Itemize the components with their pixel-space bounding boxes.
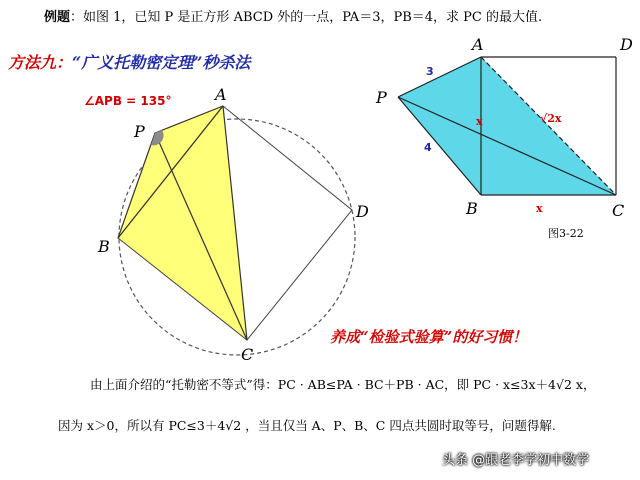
problem-prefix: 例题 — [44, 10, 71, 25]
right-label-a: A — [472, 35, 484, 54]
left-label-p: P — [134, 122, 145, 141]
problem-text: ：如图 1，已知 P 是正方形 ABCD 外的一点，PA＝3，PB＝4，求 PC 的最大值. — [70, 10, 543, 25]
right-label-c: C — [612, 201, 625, 220]
left-figure — [84, 85, 369, 364]
left-label-d: D — [356, 202, 369, 221]
conclusion-line: 因为 x＞0，所以有 PC≤3＋4√2 ，当且仅当 A、P、B、C 四点共圆时取等号，问题得解. — [58, 418, 556, 433]
right-figure — [375, 35, 633, 220]
inequality-line: 由上面介绍的“托勒密不等式”得：PC · AB≤PA · BC＋PB · AC，即 PC · x≤3x＋4√2 x， — [90, 377, 596, 392]
label-pa-length: 3 — [426, 65, 434, 78]
angle-apb-label: ∠APB = 135° — [84, 94, 172, 108]
left-label-a: A — [215, 85, 227, 104]
habit-banner: 养成“检验式验算”的好习惯！ — [330, 328, 528, 346]
method-title-part1: 方法九： — [8, 53, 73, 72]
right-label-p: P — [376, 88, 387, 107]
label-x-inner: x — [476, 115, 483, 128]
label-ac-length: √2x — [540, 112, 562, 125]
right-label-d: D — [620, 35, 633, 54]
watermark: 头条 @跟老李学初中数学 — [442, 453, 590, 468]
label-bc-length: x — [536, 202, 543, 215]
right-label-b: B — [466, 199, 478, 218]
yellow-region — [118, 106, 247, 340]
left-label-b: B — [98, 237, 110, 256]
method-title-part2: “广义托勒密定理”秒杀法 — [72, 53, 251, 72]
figure-caption: 图3-22 — [548, 227, 584, 240]
left-label-c: C — [241, 345, 254, 364]
label-pb-length: 4 — [424, 141, 432, 154]
